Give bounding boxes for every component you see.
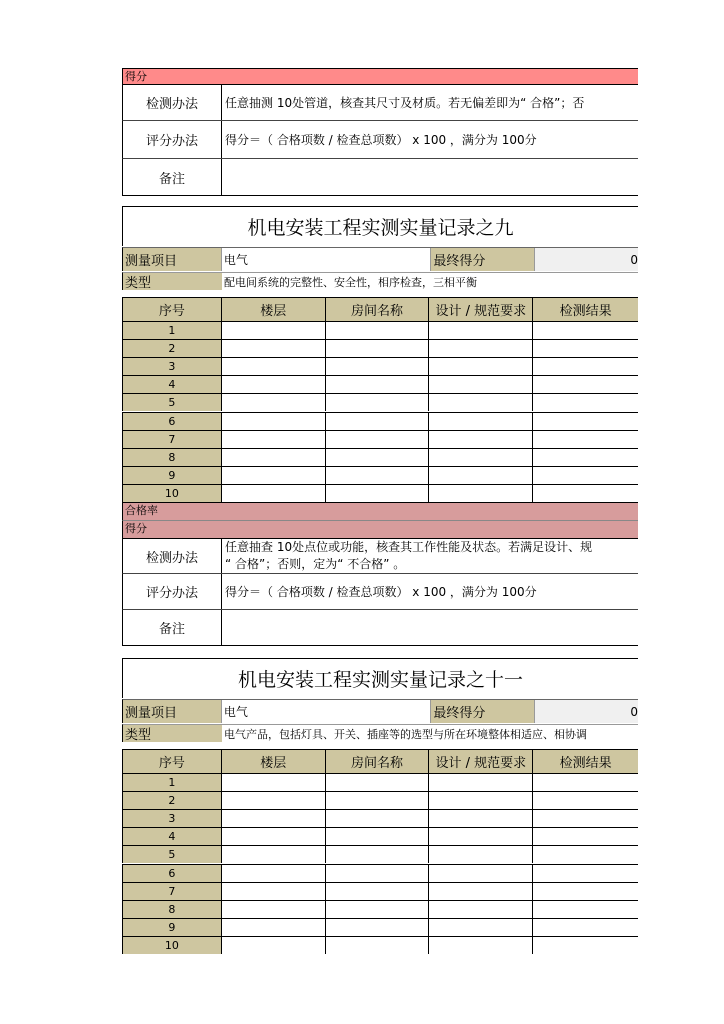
- col-seq: 序号: [123, 750, 222, 773]
- col-spec: 设计 / 规范要求: [429, 750, 533, 773]
- table-cell[interactable]: [533, 449, 638, 466]
- table-cell[interactable]: [429, 828, 533, 845]
- row-number: 2: [123, 792, 222, 809]
- row-number: 5: [123, 394, 222, 411]
- pass-rate-label: 合格率: [125, 504, 158, 517]
- table-cell[interactable]: [429, 865, 533, 882]
- table-cell[interactable]: [533, 340, 638, 357]
- table-cell[interactable]: [429, 449, 533, 466]
- remark-label: 备注: [123, 159, 222, 195]
- row-number: 8: [123, 449, 222, 466]
- row-number: 9: [123, 919, 222, 936]
- table-row: [122, 339, 638, 357]
- table-row: [122, 773, 638, 791]
- table-cell[interactable]: [429, 376, 533, 393]
- table-row: [122, 882, 638, 900]
- table-row: [122, 357, 638, 375]
- table-cell[interactable]: [326, 467, 430, 484]
- table-cell[interactable]: [429, 883, 533, 900]
- table-cell[interactable]: [326, 774, 430, 791]
- table-cell[interactable]: [326, 828, 430, 845]
- table-cell[interactable]: [326, 792, 430, 809]
- table-cell[interactable]: [222, 394, 326, 411]
- table-cell[interactable]: [429, 467, 533, 484]
- table-cell[interactable]: [326, 394, 430, 411]
- table-cell[interactable]: [222, 340, 326, 357]
- type-label: 类型: [123, 725, 222, 742]
- method-row: [122, 538, 638, 574]
- item-value: 电气: [222, 248, 432, 271]
- row-number: 4: [123, 828, 222, 845]
- table-cell[interactable]: [326, 846, 430, 863]
- table-cell[interactable]: [326, 937, 430, 954]
- table-cell[interactable]: [222, 883, 326, 900]
- item-value: 电气: [222, 700, 432, 723]
- col-room: 房间名称: [326, 750, 430, 773]
- table-cell[interactable]: [533, 883, 638, 900]
- row-number: 1: [123, 774, 222, 791]
- row-number: 8: [123, 901, 222, 918]
- table-row: [122, 484, 638, 502]
- table-cell[interactable]: [222, 376, 326, 393]
- row-number: 4: [123, 376, 222, 393]
- table-cell[interactable]: [326, 376, 430, 393]
- table-cell[interactable]: [533, 413, 638, 430]
- record-9-header: [122, 297, 638, 321]
- table-cell[interactable]: [222, 901, 326, 918]
- scoring-value: 得分＝（ 合格项数 / 检查总项数） x 100 ，满分为 100分: [225, 133, 537, 147]
- remark-value: [222, 159, 638, 195]
- table-row: [122, 791, 638, 809]
- final-score-value: 0: [535, 248, 638, 271]
- table-cell[interactable]: [222, 358, 326, 375]
- table-cell[interactable]: [326, 431, 430, 448]
- type-value: 配电间系统的完整性、安全性，相序检查，三相平衡: [224, 275, 477, 289]
- scoring-label: 评分办法: [123, 121, 222, 158]
- method-line-2: “ 合格”；否则，定为“ 不合格” 。: [225, 557, 406, 571]
- table-row: [122, 375, 638, 393]
- type-label: 类型: [123, 273, 222, 290]
- item-label: 测量项目: [123, 700, 222, 723]
- record-11-type-row: [122, 724, 638, 742]
- table-cell[interactable]: [533, 376, 638, 393]
- table-cell[interactable]: [326, 413, 430, 430]
- table-cell[interactable]: [326, 865, 430, 882]
- table-cell[interactable]: [533, 467, 638, 484]
- remark-row: [122, 610, 638, 646]
- record-9-title: 机电安装工程实测实量记录之九: [122, 206, 638, 246]
- table-cell[interactable]: [533, 901, 638, 918]
- table-cell[interactable]: [222, 792, 326, 809]
- table-row: [122, 412, 638, 430]
- table-cell[interactable]: [429, 846, 533, 863]
- table-cell[interactable]: [326, 485, 430, 502]
- table-cell[interactable]: [429, 431, 533, 448]
- method-label: 检测办法: [123, 85, 222, 120]
- table-cell[interactable]: [429, 394, 533, 411]
- table-cell[interactable]: [326, 919, 430, 936]
- col-result: 检测结果: [533, 298, 638, 321]
- table-cell[interactable]: [533, 485, 638, 502]
- col-floor: 楼层: [222, 750, 326, 773]
- table-cell[interactable]: [326, 901, 430, 918]
- pass-rate-bar: [122, 502, 638, 520]
- row-number: 3: [123, 810, 222, 827]
- type-value: 电气产品，包括灯具、开关、插座等的选型与所在环境整体相适应、相协调: [224, 727, 587, 741]
- table-cell[interactable]: [533, 394, 638, 411]
- record-11-info-row: [122, 699, 638, 723]
- table-cell[interactable]: [222, 919, 326, 936]
- table-cell[interactable]: [222, 846, 326, 863]
- table-cell[interactable]: [533, 865, 638, 882]
- table-row: [122, 864, 638, 882]
- final-score-label: 最终得分: [431, 248, 535, 271]
- method-row: [122, 84, 638, 121]
- score-label: 得分: [125, 522, 147, 535]
- record-11-header: [122, 749, 638, 773]
- table-cell[interactable]: [429, 919, 533, 936]
- table-cell[interactable]: [533, 431, 638, 448]
- table-cell[interactable]: [429, 322, 533, 339]
- remark-value: [222, 610, 638, 645]
- item-label: 测量项目: [123, 248, 222, 271]
- table-cell[interactable]: [222, 485, 326, 502]
- row-number: 5: [123, 846, 222, 863]
- score-bar: [122, 520, 638, 538]
- table-cell[interactable]: [533, 846, 638, 863]
- table-row: [122, 430, 638, 448]
- record-11-title: 机电安装工程实测实量记录之十一: [122, 658, 638, 698]
- table-row: [122, 448, 638, 466]
- method-line-1: 任意抽查 10处点位或功能，核查其工作性能及状态。若满足设计、规: [225, 540, 593, 554]
- remark-label: 备注: [123, 610, 222, 645]
- record-9-type-row: [122, 272, 638, 290]
- col-seq: 序号: [123, 298, 222, 321]
- row-number: 6: [123, 413, 222, 430]
- row-number: 7: [123, 883, 222, 900]
- table-cell[interactable]: [429, 340, 533, 357]
- table-cell[interactable]: [429, 774, 533, 791]
- table-cell[interactable]: [429, 901, 533, 918]
- table-cell[interactable]: [429, 358, 533, 375]
- table-cell[interactable]: [429, 413, 533, 430]
- table-row: [122, 827, 638, 845]
- table-row: [122, 321, 638, 339]
- row-number: 9: [123, 467, 222, 484]
- row-number: 6: [123, 865, 222, 882]
- table-cell[interactable]: [222, 431, 326, 448]
- table-cell[interactable]: [533, 322, 638, 339]
- table-cell[interactable]: [326, 322, 430, 339]
- score-bar: [122, 68, 638, 84]
- table-row: [122, 845, 638, 863]
- table-cell[interactable]: [326, 449, 430, 466]
- col-result: 检测结果: [533, 750, 638, 773]
- table-cell[interactable]: [326, 340, 430, 357]
- scoring-row: [122, 574, 638, 610]
- table-cell[interactable]: [429, 485, 533, 502]
- row-number: 10: [123, 937, 222, 954]
- record-9-info-row: [122, 247, 638, 271]
- table-cell[interactable]: [326, 883, 430, 900]
- table-row: [122, 900, 638, 918]
- table-row: [122, 936, 638, 954]
- table-cell[interactable]: [222, 810, 326, 827]
- table-cell[interactable]: [222, 865, 326, 882]
- final-score-label: 最终得分: [431, 700, 535, 723]
- table-row: [122, 466, 638, 484]
- method-label: 检测办法: [123, 539, 222, 573]
- table-cell[interactable]: [222, 322, 326, 339]
- method-value: [222, 539, 638, 573]
- table-cell[interactable]: [222, 828, 326, 845]
- table-cell[interactable]: [533, 919, 638, 936]
- table-cell[interactable]: [222, 413, 326, 430]
- row-number: 10: [123, 485, 222, 502]
- table-cell[interactable]: [533, 358, 638, 375]
- table-cell[interactable]: [533, 937, 638, 954]
- table-cell[interactable]: [222, 467, 326, 484]
- col-floor: 楼层: [222, 298, 326, 321]
- score-label: 得分: [125, 70, 147, 83]
- table-row: [122, 393, 638, 411]
- table-cell[interactable]: [222, 937, 326, 954]
- table-cell[interactable]: [429, 937, 533, 954]
- table-row: [122, 809, 638, 827]
- table-cell[interactable]: [533, 810, 638, 827]
- row-number: 1: [123, 322, 222, 339]
- table-cell[interactable]: [429, 792, 533, 809]
- table-cell[interactable]: [222, 774, 326, 791]
- table-row: [122, 918, 638, 936]
- col-room: 房间名称: [326, 298, 430, 321]
- table-cell[interactable]: [222, 449, 326, 466]
- table-cell[interactable]: [326, 358, 430, 375]
- row-number: 7: [123, 431, 222, 448]
- col-spec: 设计 / 规范要求: [429, 298, 533, 321]
- final-score-value: 0: [535, 700, 638, 723]
- scoring-label: 评分办法: [123, 574, 222, 609]
- scoring-value: 得分＝（ 合格项数 / 检查总项数） x 100 ，满分为 100分: [225, 585, 537, 599]
- table-cell[interactable]: [429, 810, 533, 827]
- table-cell[interactable]: [533, 792, 638, 809]
- row-number: 2: [123, 340, 222, 357]
- remark-row: [122, 159, 638, 196]
- row-number: 3: [123, 358, 222, 375]
- table-cell[interactable]: [326, 810, 430, 827]
- table-cell[interactable]: [533, 828, 638, 845]
- scoring-row: [122, 121, 638, 159]
- method-value: 任意抽测 10处管道，核查其尺寸及材质。若无偏差即为“ 合格”；否: [225, 96, 585, 110]
- table-cell[interactable]: [533, 774, 638, 791]
